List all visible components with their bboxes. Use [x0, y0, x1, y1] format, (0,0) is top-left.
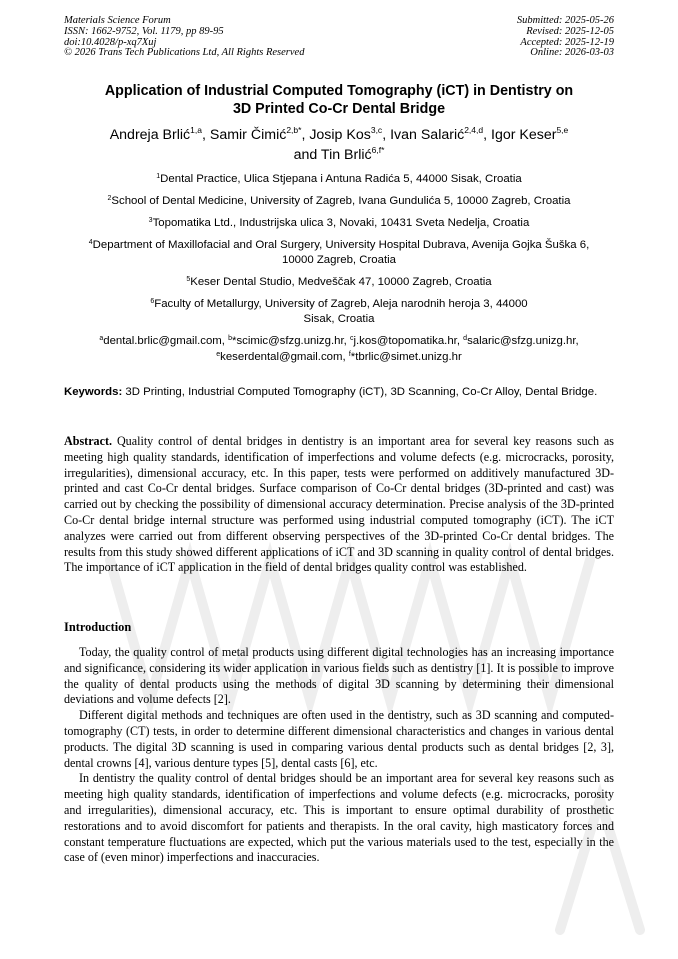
email-sup: b [228, 335, 233, 343]
author-sup: 2,4,d [464, 125, 484, 135]
affiliation-text: Dental Practice, Ulica Stjepana i Antuna Radića 5, 44000 Sisak, Croatia [160, 173, 522, 185]
email-sup: a [99, 335, 104, 343]
introduction-body [64, 645, 614, 866]
email-f[interactable]: *tbrlic@simet.unizg.hr [350, 350, 462, 363]
affiliation-2 [60, 194, 618, 209]
author-list [60, 126, 618, 165]
author-sep: , [301, 127, 310, 143]
abstract-label: Abstract. [64, 434, 113, 448]
email-c[interactable]: j.kos@topomatika.hr, [353, 335, 460, 348]
keywords [64, 385, 616, 400]
author-name: Ivan Salarić [390, 127, 465, 143]
author-sep: , [201, 127, 210, 143]
author-sup: 2,b* [286, 125, 302, 135]
author-sup: 3,c [370, 125, 383, 135]
keywords-text: 3D Printing, Industrial Computed Tomography (iCT), 3D Scanning, Co-Cr Alloy, Dental Bridge. [125, 386, 598, 398]
paper-title [60, 82, 618, 118]
abstract-text: Quality control of dental bridges in dentistry is an important area for several key reasons such as meeting high quality standards, identification of imperfections and volume defects (e.g. microcracks, porosity, irregularities), dimensional accuracy, etc. In this paper, tests were performed on additively manufactured 3D-printed and cast Co-Cr dental bridges. Surface comparison of Co-Cr dental bridges (3D-printed and cast) was carried out by checking the possibility of dimensional accuracy determination. Precise analysis of the 3D-printed Co-Cr dental bridge internal structure was performed using industrial computed tomography (iCT). The iCT analyzes were carried out from different observing perspectives of the 3D-printed Co-Cr dental bridges. The results from this study showed different applications of iCT and 3D scanning in quality control of dental bridges. The importance of iCT application in the field of dental bridges quality control was established. [64, 434, 614, 575]
issn-line: ISSN: 1662-9752, Vol. 1179, pp 89-95 [64, 25, 224, 37]
title-line-2: 3D Printed Co-Cr Dental Bridge [232, 101, 446, 117]
email-sup: d [463, 335, 468, 343]
author-name: Andreja Brlić [109, 127, 191, 143]
abstract [64, 434, 614, 576]
affiliation-sup: 3 [148, 217, 153, 224]
email-sup: f [348, 350, 351, 358]
copyright-line: © 2026 Trans Tech Publications Ltd, All Rights Reserved [64, 47, 305, 59]
revised-date: Revised: 2025-12-05 [526, 25, 614, 37]
email-sup: e [216, 350, 221, 358]
author-name: and Tin Brlić [293, 146, 372, 163]
paragraph: Today, the quality control of metal products using different digital technologies has an increasing importance and significance, considering its wider application in various fields such as dentistry [1]. It is possible to improve the quality of dental products using the methods of digital 3D scanning by determining their dimensional deviations and volume defects [2]. [64, 645, 614, 707]
affiliation-text: School of Dental Medicine, University of Zagreb, Ivana Gundulića 5, 10000 Zagreb, Croatia [111, 195, 571, 207]
affiliation-4 [60, 238, 618, 268]
affiliation-6 [60, 297, 618, 327]
affiliation-list [60, 172, 618, 372]
email-b[interactable]: *scimic@sfzg.unizg.hr, [232, 335, 347, 348]
email-e[interactable]: keserdental@gmail.com, [220, 350, 346, 363]
email-d[interactable]: salaric@sfzg.unizg.hr, [467, 335, 579, 348]
doi-line: doi:10.4028/p-xq7Xuj [64, 36, 157, 48]
affiliation-sup: 6 [150, 298, 155, 306]
affiliation-sup: 1 [156, 173, 161, 180]
keywords-label: Keywords: [64, 386, 123, 398]
title-line-1: Application of Industrial Computed Tomography (iCT) in Dentistry on [104, 83, 574, 99]
affiliation-text: Topomatika Ltd., Industrijska ulica 3, Novaki, 10431 Sveta Nedelja, Croatia [152, 217, 530, 229]
journal-info [64, 16, 304, 59]
submitted-date: Submitted: 2025-05-26 [516, 15, 614, 26]
email-sup: c [349, 335, 354, 343]
paragraph: Different digital methods and techniques are often used in the dentistry, such as 3D scanning and computed-tomography (CT) tests, in order to determine different dimensional characteristics and changes in various dental products. The digital 3D scanning is used in comparing various dental products such as dental bridges [2, 3], dental crowns [4], various denture types [5], dental casts [6], etc. [64, 708, 614, 770]
author-sup: 5,e [556, 125, 569, 135]
affiliation-text: Faculty of Metallurgy, University of Zagreb, Aleja narodnih heroja 3, 44000 Sisak, Croatia [154, 298, 528, 326]
affiliation-1 [60, 172, 618, 187]
accepted-date: Accepted: 2025-12-19 [520, 36, 614, 48]
online-date: Online: 2026-03-03 [530, 47, 614, 59]
affiliation-5 [60, 275, 618, 290]
email-list [60, 334, 618, 364]
affiliation-sup: 5 [186, 276, 191, 284]
section-heading-introduction: Introduction [64, 620, 132, 634]
publication-dates [517, 16, 614, 59]
author-name: Samir Čimić [209, 127, 287, 143]
author-sep: , [483, 127, 491, 143]
author-name: Igor Keser [491, 127, 557, 143]
affiliation-text: Department of Maxillofacial and Oral Surgery, University Hospital Dubrava, Avenija Gojka Šuška 6, 10000 Zagreb, Croatia [92, 239, 590, 267]
author-sup: 6,f* [371, 144, 385, 155]
author-sup: 1,a [190, 125, 202, 135]
affiliation-sup: 2 [107, 195, 112, 202]
journal-name: Materials Science Forum [64, 15, 171, 26]
affiliation-3 [60, 216, 618, 231]
author-name: Josip Kos [309, 127, 371, 143]
email-a[interactable]: dental.brlic@gmail.com, [103, 335, 225, 348]
author-sep: , [382, 127, 391, 143]
affiliation-sup: 4 [88, 239, 93, 246]
paragraph: In dentistry the quality control of dental bridges should be an important area for several key reasons such as meeting high quality standards, identification of imperfections and volume defects (e.g. microcracks, porosity and irregularities), dimensional accuracy, etc. This is important to ensure optimal durability of prosthetic restorations and to avoid discomfort for patients and therapists. In the oral cavity, high masticatory forces and constant temperature fluctuations are expected, which put the various materials used to the test, especially in the case of (even minor) imperfections and inaccuracies. [64, 771, 614, 865]
affiliation-text: Keser Dental Studio, Medveščak 47, 10000 Zagreb, Croatia [190, 276, 492, 289]
